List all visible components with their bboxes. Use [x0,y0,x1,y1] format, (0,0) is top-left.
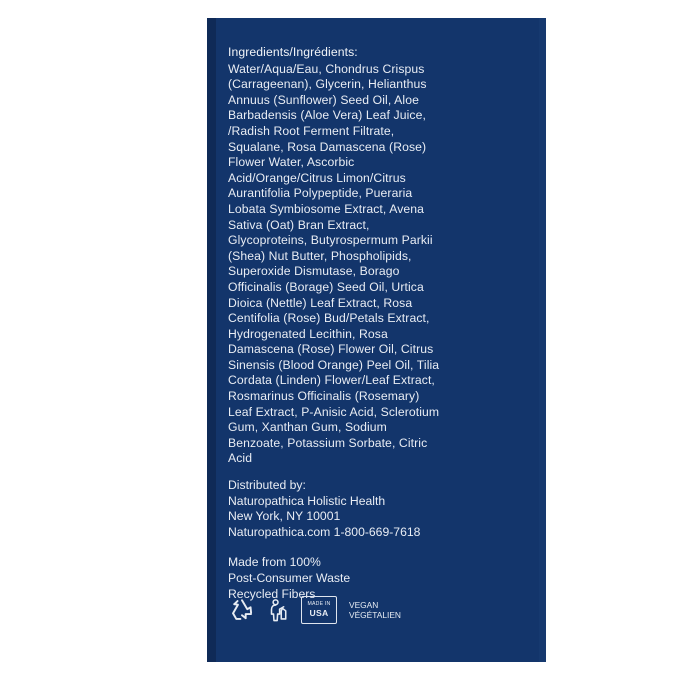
ingredients-block [228,45,443,467]
carton-printed-panel [207,18,546,662]
tidyman-icon [265,597,291,623]
distributor-company: Naturopathica Holistic Health [228,493,386,508]
ingredients-title: Ingredients/Ingrédients: [228,45,358,59]
recycled-note-line-1: Made from 100% [228,555,321,570]
made-in-usa-bottom-text: USA [309,608,329,619]
vegan-label [349,600,401,621]
distributor-contact: Naturopathica.com 1-800-669-7618 [228,524,421,539]
distributor-label: Distributed by: [228,478,306,492]
block-spacer [228,540,458,555]
distributor-block [228,478,458,602]
distributor-address: New York, NY 10001 [228,509,341,524]
vegan-label-fr: VÉGÉTALIEN [349,610,401,620]
product-carton [207,18,546,662]
mobius-recycle-icon [229,597,255,623]
vegan-label-en: VEGAN [349,599,379,610]
made-in-usa-badge [301,596,337,624]
made-in-usa-top-text: MADE IN [307,601,331,608]
recycled-note-line-2: Post-Consumer Waste [228,570,351,585]
ingredients-list-text: Water/Aqua/Eau, Chondrus Crispus (Carrageenan), Glycerin, Helianthus Annuus (Sunflower) Seed Oil, Aloe Barbadensis (Aloe Vera) Leaf Juice, /Radish Root Ferment Filtrate, Squalane, Rosa Damascena (Rose) Flower Water, Ascorbic Acid/Orange/Citrus Limon/Citrus Aurantifolia Polypeptide, Pueraria Lobata Symbiosome Extract, Avena Sativa (Oat) Bran Extract, Glycoproteins, Butyrospermum Parkii (Shea) Nut Butter, Phospholipids, Superoxide Dismutase, Borago Officinalis (Borage) Seed Oil, Urtica Dioica (Nettle) Leaf Extract, Rosa Centifolia (Rose) Bud/Petals Extract, Hydrogenated Lecithin, Rosa Damascena (Rose) Flower Oil, Citrus Sinensis (Blood Orange) Peel Oil, Tilia Cordata (Linden) Flower/Leaf Extract, Rosmarinus Officinalis (Rosemary) Leaf Extract, P-Anisic Acid, Sclerotium Gum, Xanthan Gum, Sodium Benzoate, Potassium Sorbate, Citric Acid [228,61,440,466]
recycled-note-line-3: Recycled Fibers [228,586,316,601]
certification-icon-row [229,596,401,624]
